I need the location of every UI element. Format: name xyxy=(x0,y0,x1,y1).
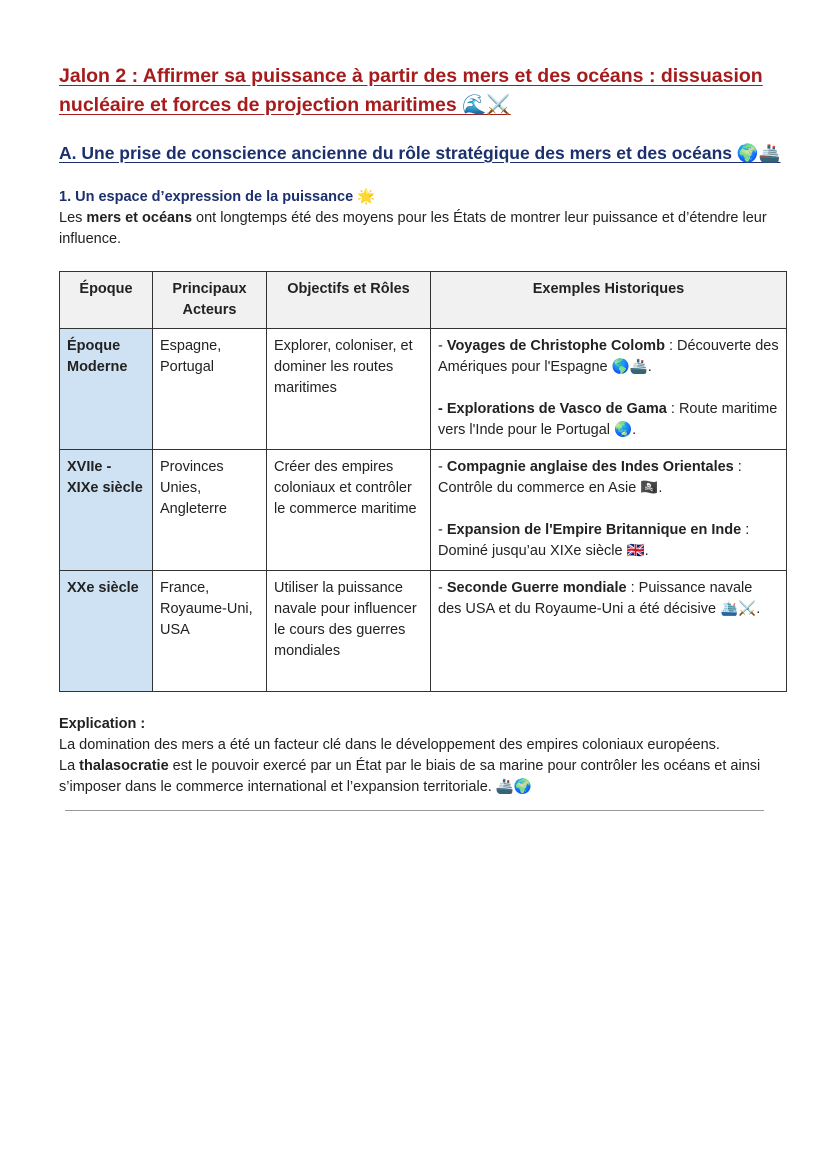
example-text: : Route maritime vers l'Inde pour le Portugal 🌏. xyxy=(438,401,778,438)
explanation-line xyxy=(59,756,784,798)
horizontal-divider xyxy=(65,810,764,811)
example-title: Voyages de Christophe Colomb xyxy=(446,338,665,354)
example-text: : Contrôle du commerce en Asie 🏴‍☠️. xyxy=(438,459,742,496)
example-title: Expansion de l'Empire Britannique en Inde xyxy=(446,522,742,538)
header-actors: Principaux Acteurs xyxy=(153,272,267,329)
cell-epoch: XXe siècle xyxy=(60,571,153,692)
explanation-bold-term: thalasocratie xyxy=(79,758,169,774)
cell-epoch: Époque Moderne xyxy=(60,329,153,450)
table-row xyxy=(60,329,787,450)
table-header-row xyxy=(60,272,787,329)
cell-examples xyxy=(431,329,787,450)
explanation-text-start: La xyxy=(59,758,80,774)
cell-examples xyxy=(431,450,787,571)
intro-bold-term: mers et océans xyxy=(86,210,193,226)
section-heading-a: A. Une prise de conscience ancienne du rôle stratégique des mers et des océans 🌍🚢 xyxy=(59,143,781,163)
subsection-heading-1: 1. Un espace d’expression de la puissance 🌟 xyxy=(59,189,376,205)
example-prefix: - xyxy=(438,522,447,538)
header-examples: Exemples Historiques xyxy=(431,272,787,329)
cell-goals: Explorer, coloniser, et dominer les routes maritimes xyxy=(267,329,431,450)
explanation-line: La domination des mers a été un facteur clé dans le développement des empires coloniaux européens. xyxy=(59,737,720,753)
cell-epoch: XVIIe - XIXe siècle xyxy=(60,450,153,571)
cell-actors: Espagne, Portugal xyxy=(153,329,267,450)
example-title: - Explorations de Vasco de Gama xyxy=(438,401,667,417)
cell-goals: Utiliser la puissance navale pour influencer le cours des guerres mondiales xyxy=(267,571,431,692)
history-table xyxy=(59,271,787,692)
explanation-paragraph xyxy=(59,735,784,798)
cell-examples xyxy=(431,571,787,692)
intro-text-start: Les xyxy=(59,210,87,226)
intro-text-end: ont longtemps été des moyens pour les États de montrer leur puissance et d’étendre leur influence. xyxy=(59,210,767,247)
example-title: Compagnie anglaise des Indes Orientales xyxy=(446,459,734,475)
example-text: : Découverte des Amériques pour l'Espagne 🌎🚢. xyxy=(438,338,779,375)
example-prefix: - xyxy=(438,338,447,354)
intro-paragraph xyxy=(59,208,784,250)
explanation-text-end: est le pouvoir exercé par un État par le biais de sa marine pour contrôler les océans et ainsi s’imposer dans le commerce international et l’expansion territoriale. 🚢🌍 xyxy=(59,758,761,795)
cell-actors: Provinces Unies, Angleterre xyxy=(153,450,267,571)
example-prefix: - xyxy=(438,580,447,596)
example-prefix: - xyxy=(438,459,447,475)
example-title: Seconde Guerre mondiale xyxy=(446,580,627,596)
page-title: Jalon 2 : Affirmer sa puissance à partir des mers et des océans : dissuasion nucléaire et forces de projection maritimes 🌊⚔️ xyxy=(59,65,763,116)
cell-actors: France, Royaume-Uni, USA xyxy=(153,571,267,692)
header-epoch: Époque xyxy=(60,272,153,329)
table-row xyxy=(60,450,787,571)
example-text: : Puissance navale des USA et du Royaume-Uni a été décisive 🛳️⚔️. xyxy=(438,580,761,617)
explanation-heading: Explication : xyxy=(59,716,146,732)
header-goals: Objectifs et Rôles xyxy=(267,272,431,329)
table-row xyxy=(60,571,787,692)
example-text: : Dominé jusqu’au XIXe siècle 🇬🇧. xyxy=(438,522,750,559)
cell-goals: Créer des empires coloniaux et contrôler le commerce maritime xyxy=(267,450,431,571)
